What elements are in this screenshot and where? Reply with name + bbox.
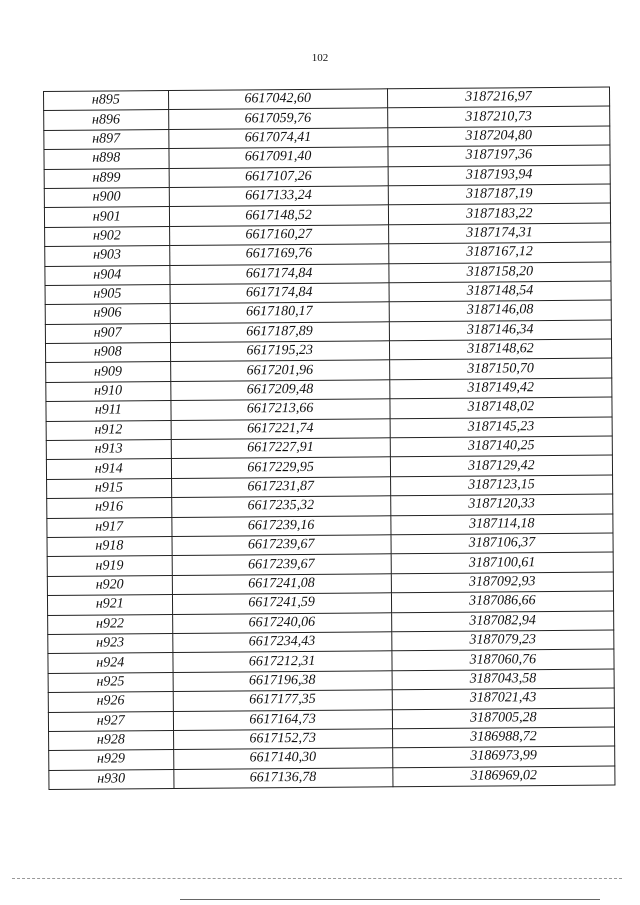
point-id-cell: н912 [46,420,171,440]
point-id-cell: н904 [45,265,170,285]
point-id-cell: н908 [45,343,170,363]
point-id-cell: н906 [45,304,170,324]
point-id-cell: н914 [46,459,171,479]
y-coordinate-cell: 3187158,20 [389,262,611,283]
y-coordinate-cell: 3187148,02 [390,397,612,418]
point-id-cell: н915 [47,478,172,498]
y-coordinate-cell: 3187120,33 [390,494,612,515]
y-coordinate-cell: 3187092,93 [391,572,613,593]
y-coordinate-cell: 3187140,25 [390,436,612,457]
x-coordinate-cell: 6617195,23 [170,341,389,362]
point-id-cell: н920 [47,575,172,595]
y-coordinate-cell: 3187150,70 [389,359,611,380]
y-coordinate-cell: 3187043,58 [392,669,614,690]
x-coordinate-cell: 6617187,89 [170,321,389,342]
x-coordinate-cell: 6617140,30 [173,748,392,769]
y-coordinate-cell: 3186969,02 [393,766,615,787]
y-coordinate-cell: 3187145,23 [390,417,612,438]
y-coordinate-cell: 3187148,54 [389,281,611,302]
x-coordinate-cell: 6617209,48 [170,380,389,401]
point-id-cell: н896 [44,110,169,130]
point-id-cell: н916 [47,498,172,518]
x-coordinate-cell: 6617160,27 [169,225,388,246]
x-coordinate-cell: 6617107,26 [169,166,388,187]
y-coordinate-cell: 3187197,36 [388,145,610,166]
x-coordinate-cell: 6617227,91 [171,438,390,459]
y-coordinate-cell: 3187114,18 [391,514,613,535]
x-coordinate-cell: 6617042,60 [168,89,387,110]
y-coordinate-cell: 3187187,19 [388,184,610,205]
point-id-cell: н918 [47,536,172,556]
x-coordinate-cell: 6617239,67 [172,535,391,556]
point-id-cell: н922 [48,614,173,634]
y-coordinate-cell: 3187100,61 [391,552,613,573]
y-coordinate-cell: 3187146,34 [389,320,611,341]
point-id-cell: н900 [44,187,169,207]
point-id-cell: н895 [44,91,169,111]
y-coordinate-cell: 3187193,94 [388,165,610,186]
x-coordinate-cell: 6617133,24 [169,186,388,207]
x-coordinate-cell: 6617177,35 [173,690,392,711]
point-id-cell: н897 [44,129,169,149]
x-coordinate-cell: 6617074,41 [168,128,387,149]
x-coordinate-cell: 6617241,59 [172,593,391,614]
table-row [49,766,615,790]
y-coordinate-cell: 3187216,97 [387,87,609,108]
x-coordinate-cell: 6617229,95 [171,457,390,478]
point-id-cell: н907 [45,323,170,343]
x-coordinate-cell: 6617148,52 [169,205,388,226]
x-coordinate-cell: 6617169,76 [169,244,388,265]
point-id-cell: н902 [45,226,170,246]
point-id-cell: н913 [46,440,171,460]
x-coordinate-cell: 6617234,43 [172,632,391,653]
y-coordinate-cell: 3187086,66 [391,591,613,612]
x-coordinate-cell: 6617174,84 [170,283,389,304]
point-id-cell: н927 [48,711,173,731]
coordinates-table [43,87,615,790]
x-coordinate-cell: 6617180,17 [170,302,389,323]
y-coordinate-cell: 3187079,23 [392,630,614,651]
point-id-cell: н901 [44,207,169,227]
y-coordinate-cell: 3186973,99 [392,746,614,767]
x-coordinate-cell: 6617239,67 [172,554,391,575]
point-id-cell: н926 [48,692,173,712]
x-coordinate-cell: 6617221,74 [171,418,390,439]
point-id-cell: н903 [45,246,170,266]
point-id-cell: н929 [49,750,174,770]
y-coordinate-cell: 3187183,22 [388,203,610,224]
x-coordinate-cell: 6617164,73 [173,709,392,730]
point-id-cell: н917 [47,517,172,537]
x-coordinate-cell: 6617231,87 [171,477,390,498]
y-coordinate-cell: 3187149,42 [390,378,612,399]
x-coordinate-cell: 6617201,96 [170,360,389,381]
x-coordinate-cell: 6617212,31 [172,651,391,672]
scan-noise-line [12,878,622,879]
x-coordinate-cell: 6617174,84 [169,263,388,284]
x-coordinate-cell: 6617235,32 [171,496,390,517]
x-coordinate-cell: 6617152,73 [173,729,392,750]
y-coordinate-cell: 3187082,94 [391,611,613,632]
page-number: 102 [311,52,329,64]
point-id-cell: н919 [47,556,172,576]
point-id-cell: н928 [49,730,174,750]
x-coordinate-cell: 6617241,08 [172,574,391,595]
x-coordinate-cell: 6617059,76 [168,108,387,129]
y-coordinate-cell: 3187005,28 [392,708,614,729]
point-id-cell: н899 [44,168,169,188]
point-id-cell: н923 [48,633,173,653]
y-coordinate-cell: 3187148,62 [389,339,611,360]
point-id-cell: н898 [44,149,169,169]
y-coordinate-cell: 3187167,12 [388,242,610,263]
point-id-cell: н930 [49,769,174,789]
y-coordinate-cell: 3187106,37 [391,533,613,554]
x-coordinate-cell: 6617213,66 [170,399,389,420]
point-id-cell: н911 [46,401,171,421]
table-body [44,87,615,789]
point-id-cell: н905 [45,284,170,304]
y-coordinate-cell: 3187174,31 [388,223,610,244]
point-id-cell: н925 [48,672,173,692]
x-coordinate-cell: 6617091,40 [168,147,387,168]
x-coordinate-cell: 6617240,06 [172,612,391,633]
y-coordinate-cell: 3187123,15 [390,475,612,496]
point-id-cell: н921 [47,595,172,615]
y-coordinate-cell: 3187021,43 [392,688,614,709]
y-coordinate-cell: 3187129,42 [390,455,612,476]
y-coordinate-cell: 3187060,76 [392,649,614,670]
y-coordinate-cell: 3187210,73 [387,106,609,127]
y-coordinate-cell: 3187146,08 [389,300,611,321]
point-id-cell: н910 [46,381,171,401]
y-coordinate-cell: 3186988,72 [392,727,614,748]
x-coordinate-cell: 6617239,16 [171,515,390,536]
point-id-cell: н909 [46,362,171,382]
point-id-cell: н924 [48,653,173,673]
x-coordinate-cell: 6617136,78 [173,767,392,788]
x-coordinate-cell: 6617196,38 [173,670,392,691]
y-coordinate-cell: 3187204,80 [388,126,610,147]
page-bottom-rule [180,899,600,900]
